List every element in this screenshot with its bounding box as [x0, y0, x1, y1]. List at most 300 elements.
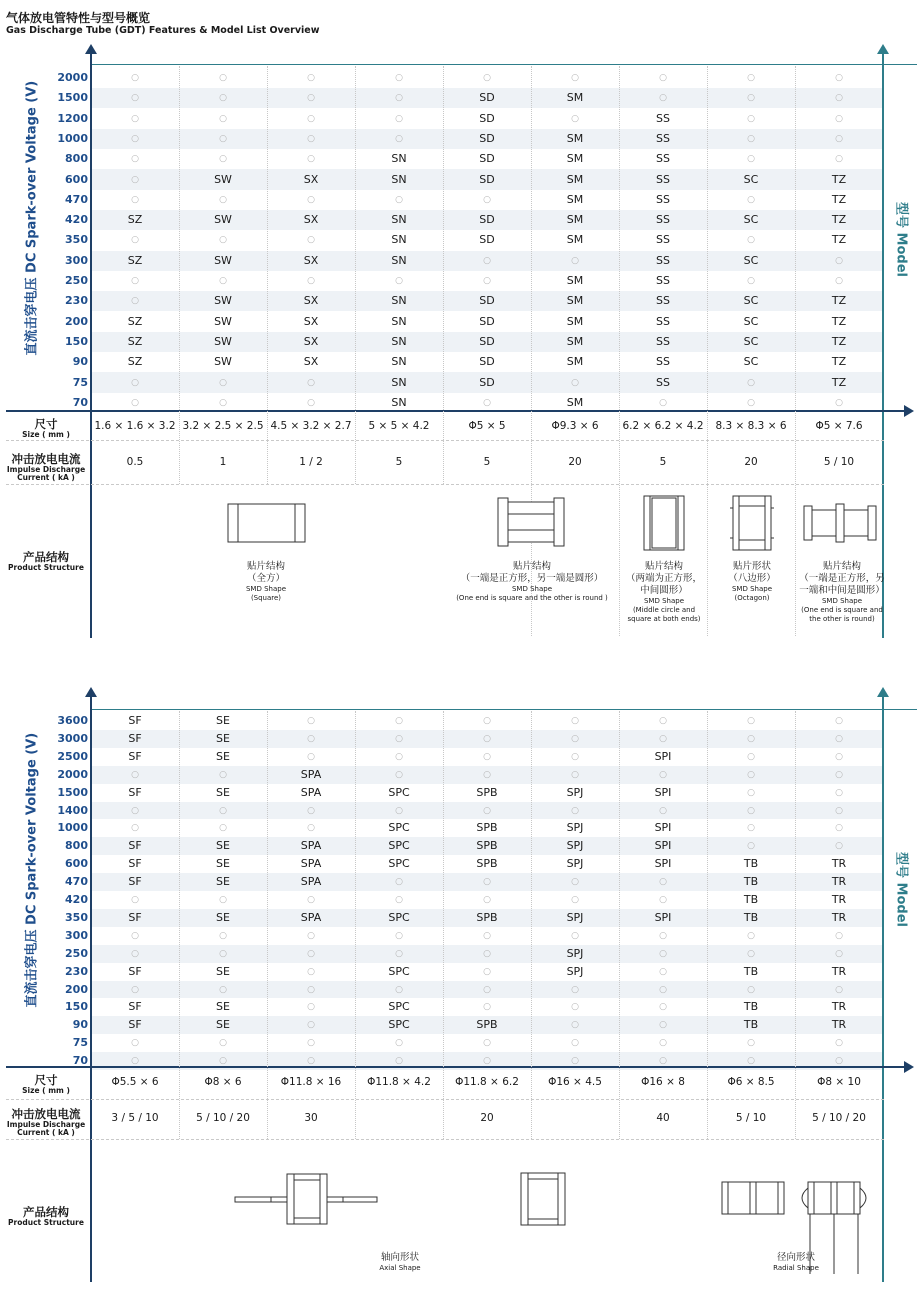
size-row-label: 尺寸 Size ( mm ): [22, 1073, 70, 1095]
empty-cell: ○: [659, 984, 667, 995]
model-code: SPI: [654, 749, 672, 763]
empty-cell: ○: [219, 154, 227, 165]
empty-cell: ○: [571, 716, 579, 726]
empty-cell: ○: [131, 895, 139, 905]
model-code: SE: [216, 749, 230, 763]
model-code: SPA: [300, 839, 322, 853]
voltage-label: 75: [72, 1036, 88, 1050]
empty-cell: ○: [307, 397, 315, 408]
voltage-label: 70: [72, 395, 88, 409]
model-code: SS: [656, 192, 670, 206]
empty-cell: ○: [395, 877, 403, 888]
model-code: SPJ: [566, 946, 584, 960]
voltage-label: 800: [65, 152, 88, 166]
model-code: SM: [566, 274, 584, 287]
impulse-value: 40: [656, 1112, 670, 1124]
voltage-label: 75: [72, 375, 88, 389]
empty-cell: ○: [747, 716, 755, 726]
empty-cell: ○: [219, 948, 227, 959]
empty-cell: ○: [835, 733, 843, 744]
voltage-label: 2500: [57, 749, 88, 763]
model-code: SS: [656, 111, 670, 125]
model-code: SPI: [654, 910, 672, 924]
model-code: SZ: [127, 253, 143, 267]
model-code: SZ: [127, 355, 143, 369]
empty-cell: ○: [659, 895, 667, 905]
empty-cell: ○: [307, 1020, 315, 1031]
model-code: SC: [743, 294, 759, 308]
voltage-label: 230: [65, 294, 88, 308]
model-code: SD: [479, 172, 495, 186]
model-code: SE: [216, 875, 230, 889]
model-code: SF: [128, 731, 142, 745]
empty-cell: ○: [835, 1038, 843, 1049]
empty-cell: ○: [395, 194, 403, 205]
empty-cell: ○: [659, 930, 667, 941]
empty-cell: ○: [483, 194, 491, 205]
model-code: SD: [479, 355, 495, 369]
empty-cell: ○: [483, 895, 491, 905]
empty-cell: ○: [483, 255, 491, 266]
empty-cell: ○: [307, 154, 315, 165]
empty-cell: ○: [835, 133, 843, 144]
empty-cell: ○: [571, 1020, 579, 1031]
empty-cell: ○: [395, 948, 403, 959]
voltage-label: 300: [65, 253, 88, 267]
empty-cell: ○: [395, 895, 403, 905]
model-code: SN: [391, 172, 407, 186]
model-code: SX: [303, 213, 319, 227]
empty-cell: ○: [747, 113, 755, 124]
empty-cell: ○: [307, 1038, 315, 1049]
empty-cell: ○: [571, 73, 579, 83]
empty-cell: ○: [659, 966, 667, 977]
voltage-label: 350: [65, 233, 88, 247]
empty-cell: ○: [747, 930, 755, 941]
model-code: SPC: [388, 821, 410, 835]
voltage-label: 1500: [57, 91, 88, 105]
model-code: SPC: [388, 857, 410, 871]
empty-cell: ○: [659, 1056, 667, 1067]
y-axis-arrow-icon: [85, 687, 97, 697]
y-axis-label: 直流击穿电压 DC Spark-over Voltage (V): [24, 732, 40, 1008]
model-code: SS: [656, 253, 670, 267]
model-code: SPC: [388, 785, 410, 799]
empty-cell: ○: [571, 895, 579, 905]
model-code: SS: [656, 172, 670, 186]
empty-cell: ○: [835, 948, 843, 959]
model-code: SM: [566, 192, 584, 206]
empty-cell: ○: [835, 841, 843, 852]
voltage-label: 150: [65, 1000, 88, 1014]
size-value: Φ16 × 8: [641, 1076, 685, 1088]
model-code: TB: [743, 1000, 759, 1014]
empty-cell: ○: [395, 73, 403, 83]
model-code: SF: [128, 1000, 142, 1014]
empty-cell: ○: [747, 841, 755, 852]
empty-cell: ○: [835, 716, 843, 726]
empty-cell: ○: [835, 276, 843, 286]
empty-cell: ○: [395, 276, 403, 286]
size-value: Φ5 × 7.6: [815, 420, 863, 432]
model-code: SPB: [476, 839, 498, 853]
structure-row-label: 产品结构 Product Structure: [8, 550, 84, 572]
empty-cell: ○: [219, 930, 227, 941]
voltage-label: 600: [65, 172, 88, 186]
model-code: SX: [303, 172, 319, 186]
voltage-label: 470: [65, 875, 88, 889]
model-code: SC: [743, 172, 759, 186]
model-code: SC: [743, 355, 759, 369]
size-value: Φ5.5 × 6: [111, 1076, 159, 1088]
empty-cell: ○: [571, 1002, 579, 1013]
structure-caption: 径向形状 Radial Shape: [773, 1252, 819, 1272]
size-value: Φ11.8 × 4.2: [367, 1076, 431, 1088]
empty-cell: ○: [219, 377, 227, 388]
voltage-label: 1500: [57, 785, 88, 799]
model-code: SX: [303, 253, 319, 267]
model-code: SC: [743, 253, 759, 267]
empty-cell: ○: [483, 716, 491, 726]
empty-cell: ○: [307, 1056, 315, 1067]
empty-cell: ○: [219, 93, 227, 104]
impulse-value: 5: [483, 456, 491, 468]
empty-cell: ○: [835, 113, 843, 124]
model-code: SW: [214, 355, 232, 369]
voltage-label: 2000: [57, 71, 88, 84]
model-code: SM: [566, 213, 584, 227]
model-code: TR: [831, 1000, 847, 1014]
size-value: Φ9.3 × 6: [551, 420, 599, 432]
size-value: 6.2 × 6.2 × 4.2: [622, 420, 704, 432]
axial-gdt-drawing: [233, 1172, 379, 1228]
empty-cell: ○: [131, 948, 139, 959]
empty-cell: ○: [307, 751, 315, 762]
empty-cell: ○: [307, 948, 315, 959]
empty-cell: ○: [219, 1056, 227, 1067]
empty-cell: ○: [835, 1056, 843, 1067]
empty-cell: ○: [219, 113, 227, 124]
model-code: SF: [128, 749, 142, 763]
model-code: SN: [391, 334, 407, 348]
empty-cell: ○: [571, 377, 579, 388]
model-code: SD: [479, 334, 495, 348]
empty-cell: ○: [747, 154, 755, 165]
model-code: TB: [743, 857, 759, 871]
model-code: SW: [214, 213, 232, 227]
axial-gdt-drawing-2: [519, 1171, 567, 1227]
empty-cell: ○: [131, 1038, 139, 1049]
empty-cell: ○: [571, 113, 579, 124]
model-code: SPJ: [566, 785, 584, 799]
model-code: SX: [303, 314, 319, 328]
structure-caption: 贴片结构 （全方） SMD Shape (Square): [245, 561, 287, 602]
empty-cell: ○: [219, 769, 227, 780]
voltage-label: 350: [65, 910, 88, 924]
model-code: SD: [479, 294, 495, 308]
model-code: SE: [216, 839, 230, 853]
voltage-label: 2000: [57, 767, 88, 781]
impulse-row-label: 冲击放电电流 Impulse Discharge Current ( kA ): [6, 1107, 86, 1137]
empty-cell: ○: [395, 984, 403, 995]
impulse-value: 5: [659, 456, 667, 468]
empty-cell: ○: [131, 174, 139, 185]
page-title: 气体放电管特性与型号概览: [6, 11, 151, 25]
empty-cell: ○: [835, 787, 843, 798]
empty-cell: ○: [395, 751, 403, 762]
empty-cell: ○: [571, 255, 579, 266]
model-code: SF: [128, 910, 142, 924]
empty-cell: ○: [395, 1056, 403, 1067]
empty-cell: ○: [835, 751, 843, 762]
model-code: SX: [303, 355, 319, 369]
size-value: Φ11.8 × 16: [280, 1076, 342, 1088]
model-code: TR: [831, 857, 847, 871]
empty-cell: ○: [571, 1056, 579, 1067]
voltage-label: 470: [65, 192, 88, 206]
empty-cell: ○: [747, 751, 755, 762]
model-code: SZ: [127, 314, 143, 328]
empty-cell: ○: [131, 769, 139, 780]
model-code: SPJ: [566, 821, 584, 835]
empty-cell: ○: [307, 984, 315, 995]
model-code: SPA: [300, 857, 322, 871]
model-code: SE: [216, 731, 230, 745]
structure-row-label: 产品结构 Product Structure: [8, 1205, 84, 1227]
empty-cell: ○: [835, 930, 843, 941]
model-code: SM: [566, 152, 584, 166]
empty-cell: ○: [131, 73, 139, 83]
y-axis-label: 直流击穿电压 DC Spark-over Voltage (V): [24, 80, 40, 356]
model-code: SC: [743, 213, 759, 227]
empty-cell: ○: [747, 397, 755, 408]
top-model-line: [91, 709, 917, 710]
model-code: TB: [743, 893, 759, 906]
model-code: SPI: [654, 821, 672, 835]
size-value: Φ6 × 8.5: [727, 1076, 775, 1088]
empty-cell: ○: [571, 1038, 579, 1049]
model-code: SS: [656, 233, 670, 247]
model-code: SS: [656, 334, 670, 348]
empty-cell: ○: [835, 769, 843, 780]
size-value: 1.6 × 1.6 × 3.2: [94, 420, 176, 432]
empty-cell: ○: [747, 276, 755, 286]
model-code: SPJ: [566, 839, 584, 853]
voltage-label: 800: [65, 839, 88, 853]
model-code: SM: [566, 91, 584, 105]
model-code: TZ: [831, 314, 847, 328]
voltage-label: 600: [65, 857, 88, 871]
empty-cell: ○: [835, 984, 843, 995]
model-code: SPA: [300, 910, 322, 924]
voltage-label: 200: [65, 314, 88, 328]
empty-cell: ○: [307, 930, 315, 941]
model-code: SD: [479, 91, 495, 105]
model-code: SPC: [388, 910, 410, 924]
voltage-label: 1000: [57, 821, 88, 835]
model-code: SPC: [388, 964, 410, 978]
empty-cell: ○: [307, 895, 315, 905]
empty-cell: ○: [307, 194, 315, 205]
model-code: TR: [831, 1018, 847, 1032]
empty-cell: ○: [835, 154, 843, 165]
empty-cell: ○: [483, 966, 491, 977]
model-code: SD: [479, 131, 495, 145]
model-code: SPC: [388, 839, 410, 853]
model-code: SS: [656, 314, 670, 328]
model-code: SC: [743, 334, 759, 348]
size-value: 4.5 × 3.2 × 2.7: [270, 420, 352, 432]
empty-cell: ○: [307, 133, 315, 144]
impulse-value: 5 / 10 / 20: [812, 1112, 866, 1124]
model-code: TZ: [831, 192, 847, 206]
model-code: SN: [391, 314, 407, 328]
empty-cell: ○: [571, 984, 579, 995]
x-axis-arrow-icon: [904, 1061, 914, 1073]
empty-cell: ○: [131, 133, 139, 144]
model-code: SM: [566, 355, 584, 369]
empty-cell: ○: [395, 930, 403, 941]
model-code: SW: [214, 314, 232, 328]
empty-cell: ○: [747, 823, 755, 834]
empty-cell: ○: [395, 716, 403, 726]
model-code: SX: [303, 294, 319, 308]
empty-cell: ○: [747, 1038, 755, 1049]
empty-cell: ○: [219, 984, 227, 995]
model-code: SM: [566, 314, 584, 328]
model-code: TB: [743, 910, 759, 924]
empty-cell: ○: [395, 733, 403, 744]
model-code: SPJ: [566, 964, 584, 978]
model-code: SPJ: [566, 857, 584, 871]
model-code: TR: [831, 875, 847, 889]
model-axis-arrow-icon: [877, 687, 889, 697]
model-code: SPA: [300, 767, 322, 781]
model-code: SS: [656, 131, 670, 145]
model-code: SPB: [476, 857, 498, 871]
empty-cell: ○: [747, 194, 755, 205]
model-code: SS: [656, 152, 670, 166]
structure-caption: 贴片结构 （一端是正方形，另一端是圆形） SMD Shape (One end is square and the other is round ): [456, 561, 608, 602]
size-value: Φ16 × 4.5: [548, 1076, 602, 1088]
model-code: SM: [566, 233, 584, 247]
model-code: SF: [128, 714, 142, 727]
model-code: SM: [566, 334, 584, 348]
empty-cell: ○: [571, 805, 579, 816]
model-code: SD: [479, 375, 495, 389]
model-code: SPC: [388, 1018, 410, 1032]
empty-cell: ○: [659, 73, 667, 83]
empty-cell: ○: [131, 1056, 139, 1067]
model-code: SPI: [654, 857, 672, 871]
page-subtitle: Gas Discharge Tube (GDT) Features & Model List Overview: [6, 25, 320, 36]
impulse-value: 3 / 5 / 10: [111, 1112, 159, 1124]
empty-cell: ○: [571, 769, 579, 780]
empty-cell: ○: [747, 377, 755, 388]
empty-cell: ○: [483, 397, 491, 408]
structure-caption: 轴向形状 Axial Shape: [379, 1252, 421, 1272]
model-code: SPA: [300, 875, 322, 889]
empty-cell: ○: [219, 805, 227, 816]
model-code: SS: [656, 213, 670, 227]
model-code: TR: [831, 910, 847, 924]
model-code: SD: [479, 152, 495, 166]
voltage-label: 1200: [57, 111, 88, 125]
empty-cell: ○: [307, 733, 315, 744]
empty-cell: ○: [131, 235, 139, 246]
voltage-label: 250: [65, 274, 88, 287]
model-code: SE: [216, 714, 230, 727]
empty-cell: ○: [483, 1056, 491, 1067]
model-code: SN: [391, 395, 407, 409]
model-code: SPI: [654, 785, 672, 799]
impulse-row-label: 冲击放电电流 Impulse Discharge Current ( kA ): [6, 452, 86, 482]
empty-cell: ○: [131, 296, 139, 307]
empty-cell: ○: [307, 716, 315, 726]
voltage-label: 90: [72, 1018, 88, 1032]
empty-cell: ○: [659, 716, 667, 726]
empty-cell: ○: [835, 93, 843, 104]
model-code: SD: [479, 213, 495, 227]
empty-cell: ○: [219, 1038, 227, 1049]
model-code: TZ: [831, 294, 847, 308]
radial-gdt-drawing: [720, 1180, 786, 1216]
model-code: SW: [214, 294, 232, 308]
model-code: SZ: [127, 334, 143, 348]
impulse-value: 5: [395, 456, 403, 468]
empty-cell: ○: [219, 133, 227, 144]
impulse-value: 0.5: [126, 456, 144, 468]
model-code: SW: [214, 334, 232, 348]
empty-cell: ○: [307, 823, 315, 834]
model-code: SF: [128, 875, 142, 889]
empty-cell: ○: [483, 276, 491, 286]
model-code: TR: [831, 964, 847, 978]
model-code: SN: [391, 253, 407, 267]
model-code: SE: [216, 964, 230, 978]
empty-cell: ○: [219, 276, 227, 286]
size-value: 5 × 5 × 4.2: [368, 420, 430, 432]
empty-cell: ○: [571, 877, 579, 888]
empty-cell: ○: [219, 73, 227, 83]
empty-cell: ○: [483, 1038, 491, 1049]
empty-cell: ○: [307, 966, 315, 977]
empty-cell: ○: [395, 769, 403, 780]
voltage-label: 1400: [57, 803, 88, 817]
empty-cell: ○: [131, 194, 139, 205]
model-code: TB: [743, 1018, 759, 1032]
model-code: SN: [391, 375, 407, 389]
model-code: SF: [128, 1018, 142, 1032]
empty-cell: ○: [395, 133, 403, 144]
model-code: SD: [479, 314, 495, 328]
empty-cell: ○: [659, 733, 667, 744]
voltage-label: 250: [65, 946, 88, 960]
model-code: SX: [303, 334, 319, 348]
empty-cell: ○: [835, 805, 843, 816]
empty-cell: ○: [131, 823, 139, 834]
model-code: SF: [128, 785, 142, 799]
empty-cell: ○: [659, 769, 667, 780]
impulse-value: 20: [480, 1112, 494, 1124]
empty-cell: ○: [131, 984, 139, 995]
empty-cell: ○: [659, 1002, 667, 1013]
voltage-label: 200: [65, 982, 88, 996]
empty-cell: ○: [219, 194, 227, 205]
model-code: TZ: [831, 213, 847, 227]
empty-cell: ○: [395, 1038, 403, 1049]
empty-cell: ○: [131, 276, 139, 286]
